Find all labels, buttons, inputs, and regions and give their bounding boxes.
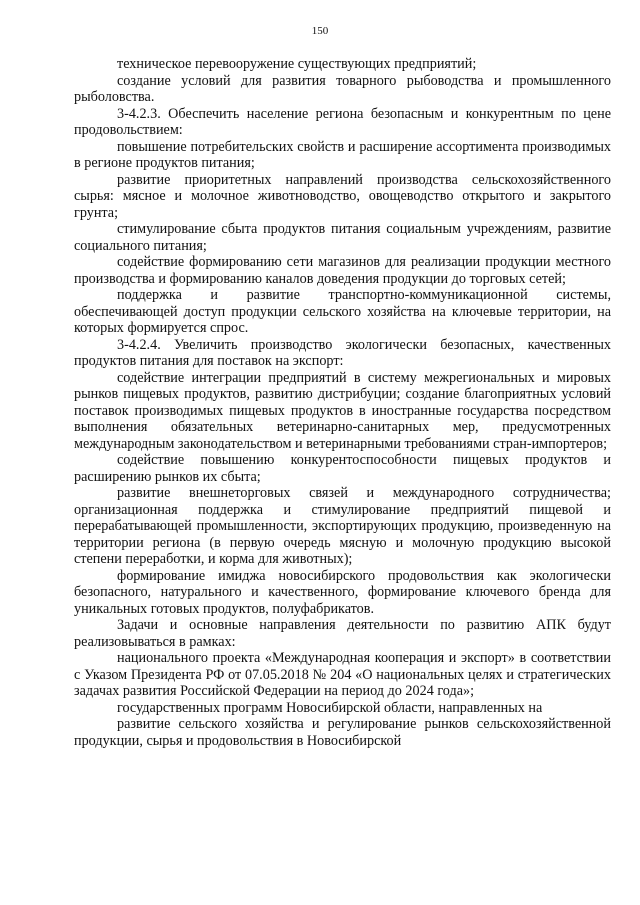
paragraph: содействие формированию сети магазинов для реализации продукции местного производства и формированию каналов доведения продукции до торговых сетей; [74, 254, 611, 287]
paragraph: 3-4.2.4. Увеличить производство экологически безопасных, качественных продуктов питания для поставок на экспорт: [74, 336, 611, 369]
paragraph: содействие повышению конкурентоспособности пищевых продуктов и расширению рынков их сбыта; [74, 452, 611, 485]
paragraph: 3-4.2.3. Обеспечить население региона безопасным и конкурентным по цене продовольствием: [74, 105, 611, 138]
paragraph: развитие приоритетных направлений производства сельскохозяйственного сырья: мясное и молочное животноводство, овощеводство открытого и закрытого грунта; [74, 171, 611, 221]
paragraph: Задачи и основные направления деятельности по развитию АПК будут реализовываться в рамках: [74, 617, 611, 650]
paragraph: повышение потребительских свойств и расширение ассортимента производимых в регионе продуктов питания; [74, 138, 611, 171]
paragraph: техническое перевооружение существующих предприятий; [117, 56, 477, 72]
paragraph: поддержка и развитие транспортно-коммуникационной системы, обеспечивающей доступ продукции сельского хозяйства на ключевые территории, на которых формируется спрос. [74, 287, 611, 336]
paragraph: государственных программ Новосибирской области, направленных на [117, 699, 543, 716]
paragraph: содействие интеграции предприятий в систему межрегиональных и мировых рынков пищевых продуктов, развитию дистрибуции; создание благоприятных условий поставок производимых пищевых продуктов в иностранные государства посредством выполнения обязательных ветеринарно-санитарных мер, предусмотренных международным законодательством и ветеринарными требованиями стран-импортеров; [74, 369, 611, 452]
paragraph: развитие внешнеторговых связей и международного сотрудничества; организационная поддержка и стимулирование предприятий пищевой и перерабатывающей промышленности, экспортирующих продукцию, произведенную на территории региона (в первую очередь мясную и молочную продукцию высокой степени переработки, и корма для животных); [74, 485, 611, 567]
document-body [74, 56, 611, 749]
paragraph: создание условий для развития товарного рыбоводства и промышленного рыболовства. [74, 72, 611, 105]
paragraph: национального проекта «Международная кооперация и экспорт» в соответствии с Указом Президента РФ от 07.05.2018 № 204 «О национальных целях и стратегических задачах развития Российской Федерации на период до 2024 года»; [74, 650, 611, 699]
page-number: 150 [311, 25, 329, 37]
paragraph: формирование имиджа новосибирского продовольствия как экологически безопасного, натурального и качественного, формирование ключевого бренда для уникальных готовых продуктов, полуфабрикатов. [74, 567, 611, 617]
paragraph: развитие сельского хозяйства и регулирование рынков сельскохозяйственной продукции, сырья и продовольствия в Новосибирской [74, 716, 611, 749]
paragraph: стимулирование сбыта продуктов питания социальным учреждениям, развитие социального питания; [74, 221, 611, 254]
